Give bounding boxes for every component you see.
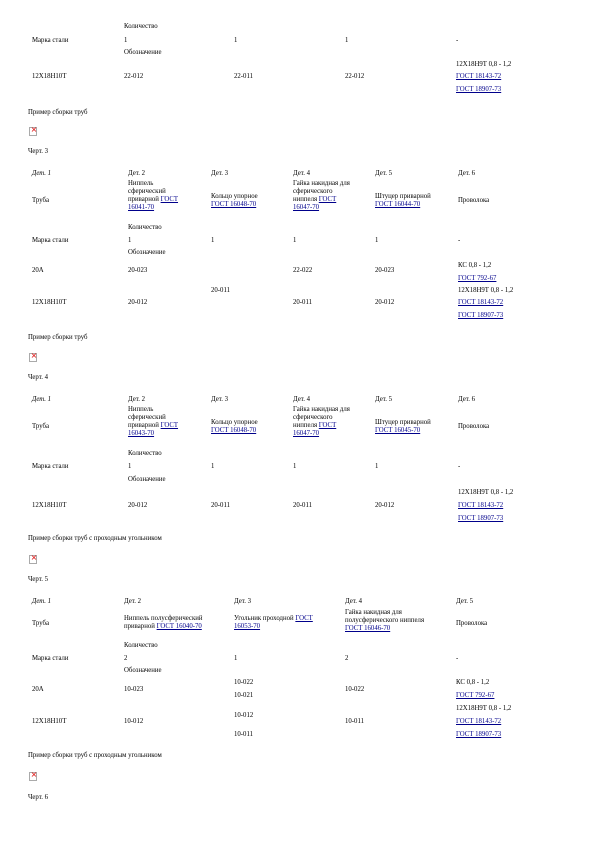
- wire-spec: КС 0,8 - 1,2: [458, 262, 492, 269]
- part-nipple: Ниппель сферический приварной ГОСТ 16041-70: [128, 180, 179, 211]
- qty-cell: -: [458, 463, 461, 470]
- kol-label-0: Количество: [124, 23, 158, 30]
- part-code: 20-012: [375, 299, 395, 306]
- steel-grade: 20А: [32, 267, 44, 274]
- qty-cell: 1: [211, 463, 215, 470]
- qty-cell: -: [456, 655, 459, 662]
- steel-grade: 20А: [32, 686, 44, 693]
- oboz-label-0: Обозначение: [124, 49, 162, 56]
- oboz-label: Обозначение: [128, 249, 166, 256]
- wire-spec: КС 0,8 - 1,2: [456, 679, 490, 686]
- det-header: Дет. 2: [128, 396, 145, 403]
- det-header: Дет. 5: [456, 598, 473, 605]
- part-nut: Гайка накидная для полусферического ниппеля ГОСТ 16046-70: [345, 609, 425, 632]
- figure-label: Черт. 4: [28, 374, 48, 381]
- part-wire: Проволока: [458, 423, 490, 430]
- det-header: Дет. 1: [32, 170, 52, 177]
- gost-link[interactable]: ГОСТ 16044-70: [375, 201, 421, 208]
- det-header: Дет. 2: [124, 598, 141, 605]
- broken-image-icon: [29, 772, 37, 781]
- det-header: Дет. 6: [458, 396, 475, 403]
- part-wire: Проволока: [458, 197, 490, 204]
- part-code: 22-022: [293, 267, 313, 274]
- part-name: Труба: [32, 197, 49, 204]
- figure-label: Черт. 5: [28, 576, 48, 583]
- det-header: Дет. 5: [375, 396, 392, 403]
- det-header: Дет. 3: [211, 170, 228, 177]
- gost-link[interactable]: ГОСТ: [318, 422, 337, 429]
- gost-link[interactable]: ГОСТ: [160, 196, 179, 203]
- det-header: Дет. 4: [293, 396, 310, 403]
- det-header: Дет. 1: [32, 598, 52, 605]
- part-fitting: Штуцер приварной ГОСТ 16044-70: [375, 193, 431, 208]
- wire-spec: 12Х18Н9Т 0,8 - 1,2: [456, 61, 512, 68]
- part-code: 10-012: [234, 712, 254, 719]
- part-nut: Гайка накидная для сферического ниппеля ГОСТ 16047-70: [293, 180, 350, 211]
- part-name: Труба: [32, 423, 49, 430]
- det-header: Дет. 1: [32, 396, 52, 403]
- steel-grade: 12Х18Н10Т: [32, 73, 67, 80]
- part-code: 20-011: [293, 502, 313, 509]
- marka-label-0: Марка стали: [32, 37, 69, 44]
- gost-link[interactable]: 16043-70: [128, 430, 155, 437]
- wire-spec: 12Х18Н9Т 0,8 - 1,2: [458, 489, 514, 496]
- gost-link[interactable]: ГОСТ: [295, 615, 313, 622]
- part-code: 20-011: [211, 502, 231, 509]
- part-code: 22-012: [124, 73, 144, 80]
- part-code: 10-021: [234, 692, 254, 699]
- det-header: Дет. 3: [211, 396, 228, 403]
- gost-link[interactable]: 16053-70: [234, 623, 261, 630]
- det-header: Дет. 5: [375, 170, 392, 177]
- wire-spec: 12Х18Н9Т 0,8 - 1,2: [456, 705, 512, 712]
- oboz-label: Обозначение: [128, 476, 166, 483]
- part-code: 20-023: [375, 267, 395, 274]
- section-caption: Пример сборки труб: [28, 109, 88, 116]
- qty-cell: 1: [124, 37, 128, 44]
- kol-label: Количество: [124, 642, 158, 649]
- part-code: 20-012: [128, 502, 148, 509]
- kol-label: Количество: [128, 450, 162, 457]
- steel-grade: 12Х18Н10Т: [32, 299, 67, 306]
- part-nipple: Ниппель полусферический приварной ГОСТ 16040-70: [124, 615, 203, 630]
- qty-cell: 1: [234, 655, 238, 662]
- marka-label: Марка стали: [32, 655, 69, 662]
- wire-spec: 12Х18Н9Т 0,8 - 1,2: [458, 287, 514, 294]
- broken-image-icon: [29, 353, 37, 362]
- qty-cell: -: [456, 37, 459, 44]
- part-elbow: Угольник проходной ГОСТ 16053-70: [234, 615, 313, 630]
- qty-cell: 1: [345, 37, 349, 44]
- det-header: Дет. 6: [458, 170, 475, 177]
- steel-grade: 12Х18Н10Т: [32, 502, 67, 509]
- gost-link[interactable]: 16041-70: [128, 204, 155, 211]
- det-header: Дет. 4: [345, 598, 362, 605]
- gost-link[interactable]: ГОСТ 16048-70: [211, 427, 257, 434]
- qty-cell: 1: [211, 237, 215, 244]
- figure-label: Черт. 3: [28, 148, 48, 155]
- gost-link[interactable]: ГОСТ 792-67: [456, 692, 495, 699]
- qty-cell: 1: [128, 463, 132, 470]
- marka-label: Марка стали: [32, 237, 69, 244]
- det-header: Дет. 4: [293, 170, 310, 177]
- qty-cell: 1: [128, 237, 132, 244]
- part-code: 10-022: [234, 679, 254, 686]
- part-name: Труба: [32, 620, 49, 627]
- gost-link[interactable]: ГОСТ 18907-73: [456, 731, 502, 738]
- section-caption: Пример сборки труб: [28, 334, 88, 341]
- part-nut: Гайка накидная для сферического ниппеля ГОСТ 16047-70: [293, 406, 350, 437]
- qty-cell: 2: [345, 655, 349, 662]
- qty-cell: 1: [375, 237, 379, 244]
- gost-link[interactable]: ГОСТ: [318, 196, 337, 203]
- section-caption: Пример сборки труб с проходным угольником: [28, 535, 162, 542]
- det-header: Дет. 2: [128, 170, 145, 177]
- gost-link[interactable]: ГОСТ 792-67: [458, 275, 497, 282]
- gost-link[interactable]: ГОСТ 18907-73: [456, 86, 502, 93]
- part-code: 20-012: [375, 502, 395, 509]
- part-code: 10-022: [345, 686, 365, 693]
- part-fitting: Штуцер приварной ГОСТ 16045-70: [375, 419, 431, 434]
- part-code: 22-012: [345, 73, 365, 80]
- part-code: 10-011: [234, 731, 254, 738]
- part-code: 10-023: [124, 686, 144, 693]
- gost-link[interactable]: ГОСТ 18143-72: [456, 73, 502, 80]
- part-code: 20-011: [211, 287, 231, 294]
- qty-cell: 2: [124, 655, 128, 662]
- gost-link[interactable]: ГОСТ 16046-70: [345, 625, 391, 632]
- gost-link[interactable]: 16047-70: [293, 430, 320, 437]
- steel-grade: 12Х18Н10Т: [32, 718, 67, 725]
- part-code: 20-023: [128, 267, 148, 274]
- qty-cell: 1: [375, 463, 379, 470]
- figure-label: Черт. 6: [28, 794, 48, 801]
- gost-link[interactable]: ГОСТ 18143-72: [458, 299, 504, 306]
- qty-cell: 1: [293, 463, 297, 470]
- marka-label: Марка стали: [32, 463, 69, 470]
- part-code: 20-012: [128, 299, 148, 306]
- part-code: 10-012: [124, 718, 144, 725]
- part-ring: Кольцо упорное ГОСТ 16048-70: [211, 193, 258, 208]
- part-code: 22-011: [234, 73, 254, 80]
- qty-cell: 1: [234, 37, 238, 44]
- gost-link[interactable]: ГОСТ 18907-73: [458, 312, 504, 319]
- gost-link[interactable]: ГОСТ 16040-70: [156, 623, 202, 630]
- gost-link[interactable]: ГОСТ 16048-70: [211, 201, 257, 208]
- gost-link[interactable]: 16047-70: [293, 204, 320, 211]
- section-caption: Пример сборки труб с проходным угольником: [28, 752, 162, 759]
- det-header: Дет. 3: [234, 598, 251, 605]
- part-ring: Кольцо упорное ГОСТ 16048-70: [211, 419, 258, 434]
- qty-cell: 1: [293, 237, 297, 244]
- qty-cell: -: [458, 237, 461, 244]
- part-nipple: Ниппель сферический приварной ГОСТ 16043-70: [128, 406, 179, 437]
- part-wire: Проволока: [456, 620, 488, 627]
- gost-link[interactable]: ГОСТ: [160, 422, 179, 429]
- broken-image-icon: [29, 127, 37, 136]
- oboz-label: Обозначение: [124, 667, 162, 674]
- broken-image-icon: [29, 555, 37, 564]
- gost-link[interactable]: ГОСТ 16045-70: [375, 427, 421, 434]
- kol-label: Количество: [128, 224, 162, 231]
- gost-link[interactable]: ГОСТ 18143-72: [456, 718, 502, 725]
- part-code: 10-011: [345, 718, 365, 725]
- part-code: 20-011: [293, 299, 313, 306]
- gost-link[interactable]: ГОСТ 18143-72: [458, 502, 504, 509]
- gost-link[interactable]: ГОСТ 18907-73: [458, 515, 504, 522]
